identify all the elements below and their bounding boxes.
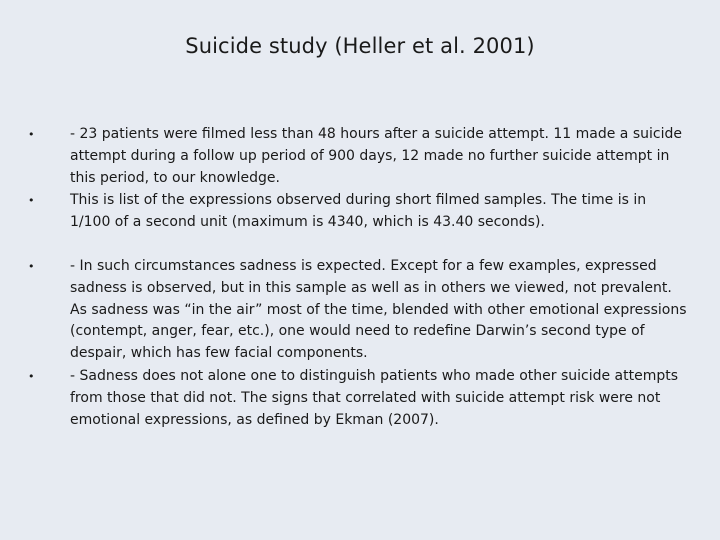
bullet-item-2 (28, 190, 688, 234)
bullet-list (28, 124, 688, 431)
bullet-text: - Sadness does not alone one to distinguish patients who made other suicide attempts from those that did not. The signs that correlated with suicide attempt risk were not emotional expressions, as defined by Ekman (2007). (70, 367, 679, 428)
bullet-dot-icon: • (28, 194, 35, 208)
bullet-dot-icon: • (28, 259, 35, 273)
bullet-item-4 (28, 366, 688, 431)
bullet-text: - In such circumstances sadness is expected. Except for a few examples, expressed sadness is observed, but in this sample as well as in others we viewed, not prevalent. As sadness was “in the air” most of the time, blended with other emotional expressions (contempt, anger, fear, etc.), one would need to redefine Darwin’s second type of despair, which has few facial components. (70, 257, 687, 362)
bullet-item-3 (28, 256, 688, 365)
bullet-item-1 (28, 124, 688, 189)
bullet-text: This is list of the expressions observed during short filmed samples. The time is in 1/100 of a second unit (maximum is 4340, which is 43.40 seconds). (70, 192, 647, 231)
bullet-dot-icon: • (28, 369, 35, 383)
slide-title: Suicide study (Heller et al. 2001) (185, 34, 535, 58)
bullet-dot-icon: • (28, 128, 35, 141)
bullet-text: - 23 patients were filmed less than 48 hours after a suicide attempt. 11 made a suicide attempt during a follow up period of 900 days, 12 made no further suicide attempt in this period, to our knowledge. (70, 126, 682, 186)
